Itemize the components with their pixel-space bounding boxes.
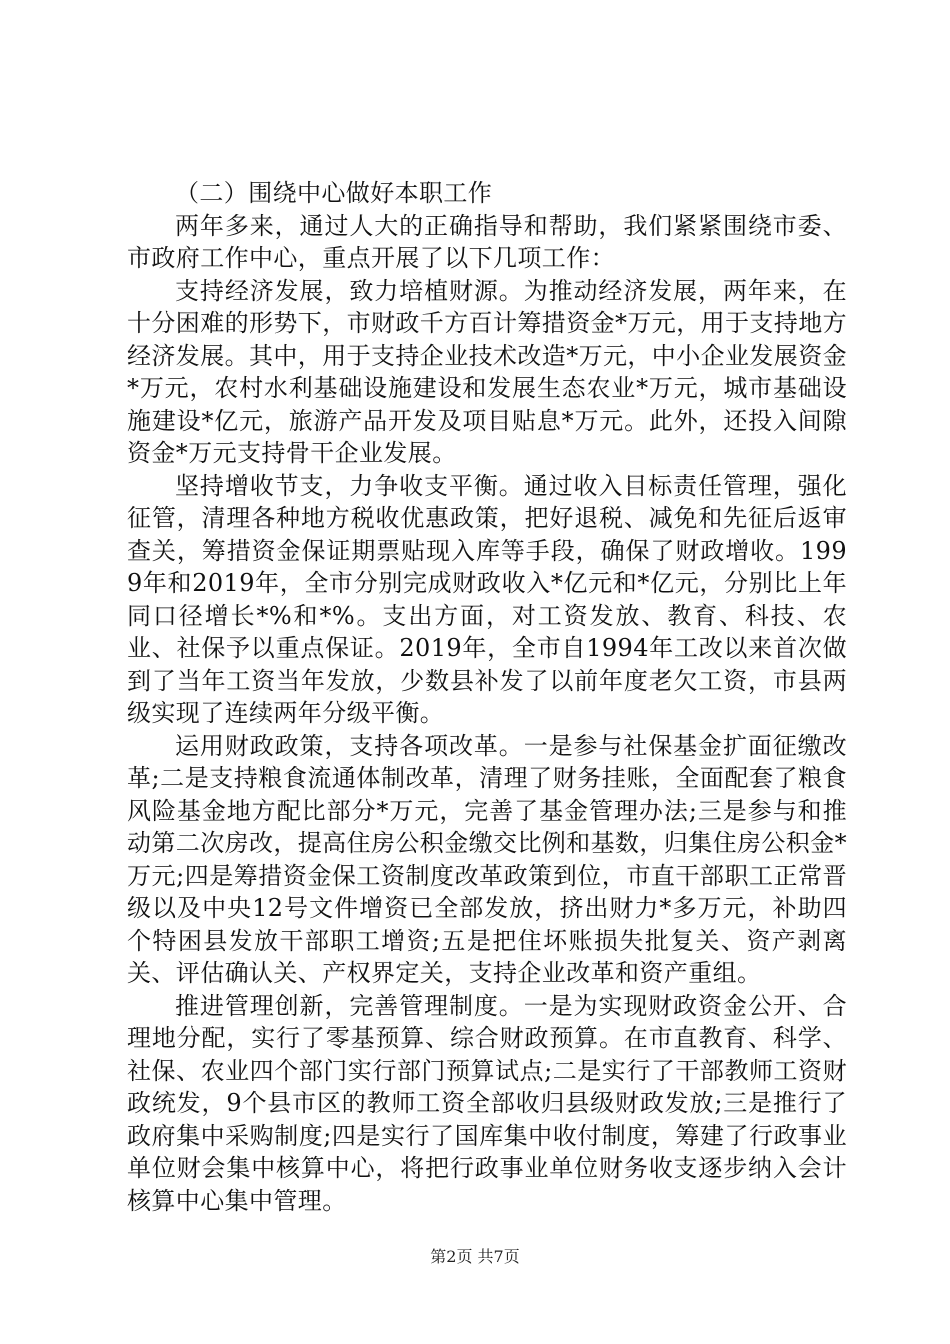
- paragraph-management-innovation: 推进管理创新，完善管理制度。一是为实现财政资金公开、合理地分配，实行了零基预算、综合财政预算。在市直教育、科学、社保、农业四个部门实行部门预算试点;二是实行了干部教师工资财政统发，9个县市区的教师工资全部收归县级财政发放;三是推行了政府集中采购制度;四是实行了国库集中收付制度，筹建了行政事业单位财会集中核算中心，将把行政事业单位财务收支逐步纳入会计核算中心集中管理。: [127, 991, 847, 1215]
- paragraph-revenue-balance: 坚持增收节支，力争收支平衡。通过收入目标责任管理，强化征管，清理各种地方税收优惠政策，把好退税、减免和先征后返审查关，筹措资金保证期票贴现入库等手段，确保了财政增收。1999年和2019年，全市分别完成财政收入*亿元和*亿元，分别比上年同口径增长*%和*%。支出方面，对工资发放、教育、科技、农业、社保予以重点保证。2019年，全市自1994年工改以来首次做到了当年工资当年发放，少数县补发了以前年度老欠工资，市县两级实现了连续两年分级平衡。: [127, 471, 847, 727]
- paragraph-economic-development: 支持经济发展，致力培植财源。为推动经济发展，两年来，在十分困难的形势下，市财政千方百计筹措资金*万元，用于支持地方经济发展。其中，用于支持企业技术改造*万元，中小企业发展资金*万元，农村水利基础设施建设和发展生态农业*万元，城市基础设施建设*亿元，旅游产品开发及项目贴息*万元。此外，还投入间隙资金*万元支持骨干企业发展。: [127, 276, 847, 467]
- paragraph-reform-support: 运用财政政策，支持各项改革。一是参与社保基金扩面征缴改革;二是支持粮食流通体制改革，清理了财务挂账，全面配套了粮食风险基金地方配比部分*万元，完善了基金管理办法;三是参与和推动第二次房改，提高住房公积金缴交比例和基数，归集住房公积金*万元;四是筹措资金保工资制度改革政策到位，市直干部职工正常晋级以及中央12号文件增资已全部发放，挤出财力*多万元，补助四个特困县发放干部职工增资;五是把住坏账损失批复关、资产剥离关、评估确认关、产权界定关，支持企业改革和资产重组。: [127, 731, 847, 987]
- document-body: [127, 177, 847, 1217]
- paragraph-intro: 两年多来，通过人大的正确指导和帮助，我们紧紧围绕市委、市政府工作中心，重点开展了以下几项工作：: [127, 211, 847, 272]
- section-heading: （二）围绕中心做好本职工作: [175, 179, 493, 207]
- page-number-footer: 第2页 共7页: [430, 1247, 520, 1266]
